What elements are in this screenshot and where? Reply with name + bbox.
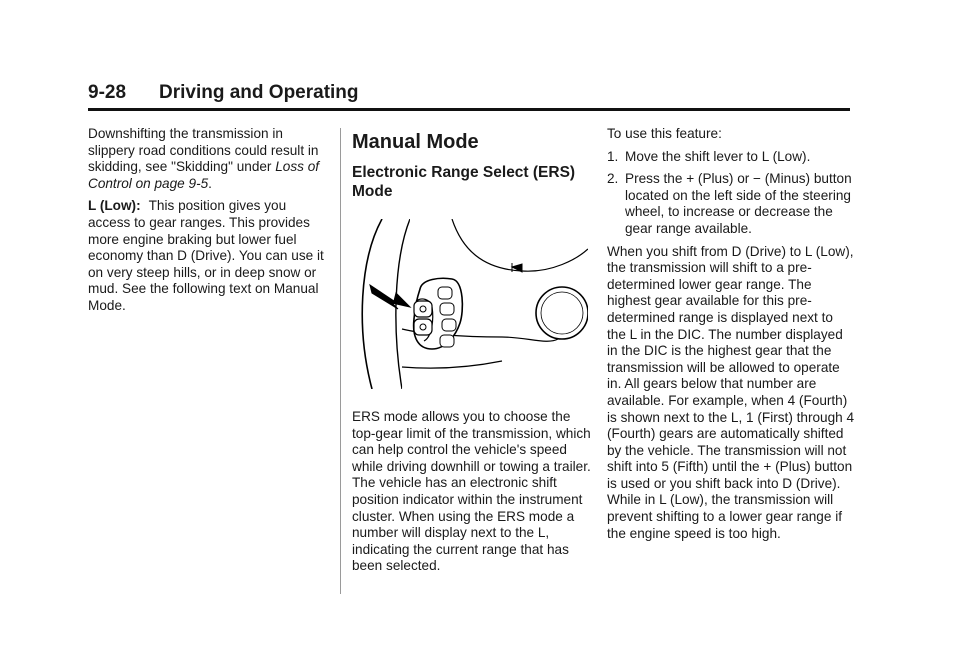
step-item <box>607 149 855 166</box>
page-number: 9-28 <box>88 82 127 103</box>
manual-mode-heading: Manual Mode <box>352 131 479 153</box>
step-number: 1. <box>607 148 619 164</box>
section-title: Driving and Operating <box>159 82 359 103</box>
step-item <box>607 171 855 237</box>
low-gear-term: L (Low): <box>88 198 141 214</box>
right-column <box>607 126 855 548</box>
left-column <box>88 126 328 321</box>
middle-column <box>352 130 592 581</box>
steering-wheel-ers-buttons-illustration <box>352 219 588 389</box>
ers-mode-heading: Electronic Range Select (ERS) Mode <box>352 164 576 200</box>
low-gear-paragraph <box>88 198 328 314</box>
step-text: Move the shift lever to L (Low). <box>625 148 811 164</box>
shift-explanation-paragraph: When you shift from D (Drive) to L (Low), the transmission will shift to a pre-determined lower gear range. The highest gear available for this pre-determined range is displayed next to the L in the DIC. The number displayed in the DIC is the highest gear that the transmission will be allowed to operate in. All gears below that number are available. For example, when 4 (Fourth) is shown next to the L, 1 (First) through 4 (Fourth) gears are automatically shifted by the vehicle. The transmission will not shift into 5 (Fifth) until the + (Plus) button is used or you shift back into D (Drive). <box>607 243 855 491</box>
step-number: 2. <box>607 171 619 187</box>
step-text: Press the + (Plus) or − (Minus) button located on the left side of the steering wheel, to increase or decrease the gear range available. <box>625 171 852 236</box>
intro-line: To use this feature: <box>607 126 722 141</box>
loss-of-control-link[interactable]: Loss of Control on page 9-5 <box>88 159 320 191</box>
downshift-text: Downshifting the transmission in slippery road conditions could result in skidding, see "Skidding" under <box>88 126 319 175</box>
low-gear-description: This position gives you access to gear ranges. This provides more engine braking but lower fuel economy than D (Drive). You can use it on very steep hills, or in deep snow or mud. See the following text on Manual Mode. <box>88 198 324 313</box>
ers-mode-paragraph: ERS mode allows you to choose the top-gear limit of the transmission, which can help control the vehicle's speed while driving downhill or towing a trailer. The vehicle has an electronic shift position indicator within the instrument cluster. When using the ERS mode a number will display next to the L, indicating the current range that has been selected. <box>352 409 591 574</box>
downshift-warning-paragraph: Downshifting the transmission in slippery road conditions could result in skidding, see "Skidding" under Loss of Control on page 9-5. <box>88 126 320 191</box>
engine-speed-paragraph: While in L (Low), the transmission will prevent shifting to a lower gear range if the engine speed is too high. <box>607 492 843 541</box>
column-divider <box>340 128 341 594</box>
page-header <box>88 82 850 111</box>
